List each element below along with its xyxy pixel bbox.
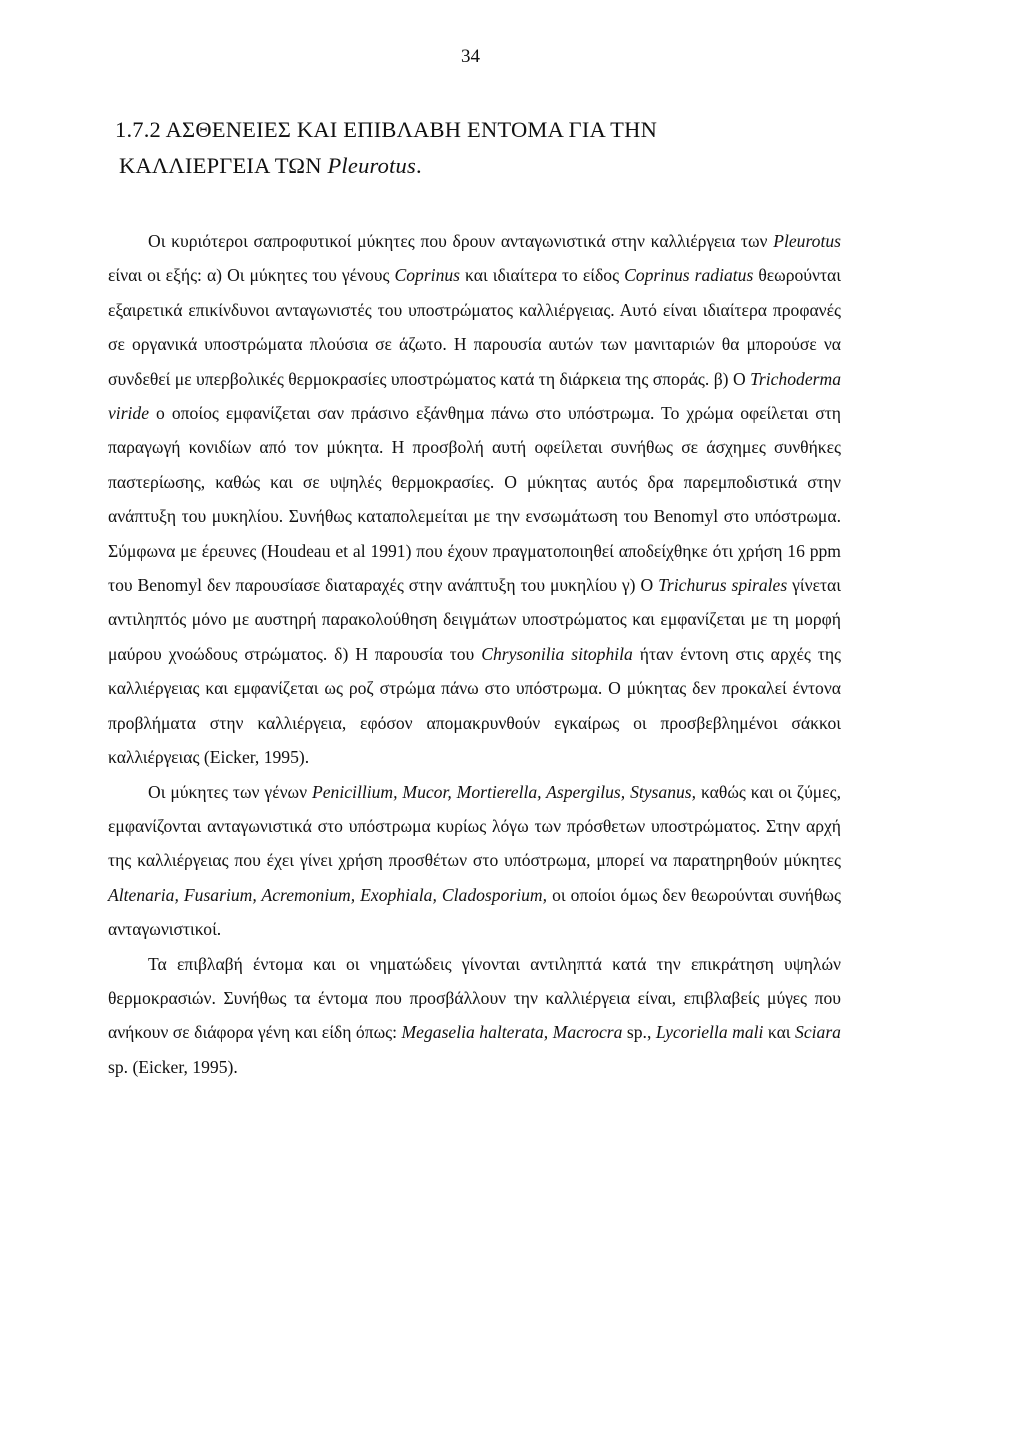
- text-run: και ιδιαίτερα το είδος: [460, 265, 625, 286]
- italic-run: Coprinus: [394, 265, 461, 286]
- text-run: sp. (Eicker, 1995).: [108, 1056, 238, 1077]
- italic-run: Pleurotus: [773, 231, 841, 251]
- italic-run: Sciara: [795, 1022, 841, 1043]
- section-number: 1.7.2: [115, 117, 161, 142]
- italic-run: Trichoderma viride: [108, 368, 841, 424]
- section-title-genus: Pleurotus: [327, 153, 416, 178]
- text-run: είναι οι εξής: α) Οι μύκητες του γένους: [108, 265, 395, 286]
- text-run: ήταν έντονη στις αρχές της καλλιέργειας και εμφανίζεται ως ροζ στρώμα πάνω στο υπόστρωμα. Ο μύκητας δεν προκαλεί έντονα προβλήματα στην καλλιέργεια, εφόσον απομακρυνθούν εγκαίρως οι προσβεβλημένοι σάκκοι καλλιέργειας (Eicker, 1995).: [108, 643, 841, 768]
- italic-run: Penicillium, Mucor, Mortierella, Aspergilus, Stysanus,: [312, 781, 697, 802]
- page-number: 34: [461, 46, 480, 67]
- section-title-line1: ΑΣΘΕΝΕΙΕΣ ΚΑΙ ΕΠΙΒΛΑΒΗ ΕΝΤΟΜΑ ΓΙΑ ΤΗΝ: [165, 117, 658, 142]
- text-run: γίνεται αντιληπτός μόνο με αυστηρή παρακολούθηση δειγμάτων υποστρώματος και εμφανίζεται με τη μορφή μαύρου χνοώδους στρώματος. δ) Η παρουσία του: [108, 575, 842, 664]
- italic-run: Coprinus radiatus: [624, 265, 754, 286]
- body-text: [108, 224, 841, 1084]
- text-run: οι οποίοι όμως δεν θεωρούνται συνήθως ανταγωνιστικοί.: [108, 884, 841, 940]
- text-run: Οι κυριότεροι σαπροφυτικοί μύκητες που δρουν ανταγωνιστικά στην καλλιέργεια των: [148, 231, 774, 251]
- text-run: καθώς και οι ζύμες, εμφανίζονται ανταγωνιστικά στο υπόστρωμα κυρίως λόγω των πρόσθετων υποστρώματος. Στην αρχή της καλλιέργειας που έχει γίνει χρήση προσθέτων στο υπόστρωμα, μπορεί να παρατηρηθούν μύκητες: [108, 781, 841, 871]
- text-run: sp.,: [622, 1022, 656, 1043]
- italic-run: Trichurus spirales: [658, 575, 788, 596]
- section-title-line2-text: ΚΑΛΛΙΕΡΓΕΙΑ ΤΩΝ: [119, 153, 328, 178]
- italic-run: Lycoriella mali: [655, 1022, 764, 1043]
- italic-run: Chrysonilia sitophila: [481, 643, 633, 664]
- section-title-line2: [115, 148, 915, 184]
- text-run: Οι μύκητες των γένων: [148, 781, 312, 802]
- paragraph: [108, 775, 841, 947]
- text-run: ο οποίος εμφανίζεται σαν πράσινο εξάνθημα πάνω στο υπόστρωμα. Το χρώμα οφείλεται στη παραγωγή κονιδίων από τον μύκητα. Η προσβολή αυτή οφείλεται συνήθως σε άσχημες συνθήκες παστερίωσης, καθώς και σε υψηλές θερμοκρασίες. Ο μύκητας αυτός δρα παρεμποδιστικά στην ανάπτυξη του μυκηλίου. Συνήθως καταπολεμείται με την ενσωμάτωση του Benomyl στο υπόστρωμα. Σύμφωνα με έρευνες (Houdeau et al 1991) που έχουν πραγματοποιηθεί αποδείχθηκε ότι χρήση 16 ppm του Benomyl δεν παρουσίασε διαταραχές στην ανάπτυξη του μυκηλίου γ) Ο: [108, 403, 841, 596]
- paragraph: [108, 224, 841, 775]
- paragraph: [108, 947, 841, 1085]
- text-run: και: [763, 1022, 796, 1043]
- italic-run: Megaselia halterata, Macrocra: [401, 1022, 623, 1043]
- section-title-end: .: [415, 153, 422, 178]
- section-heading: [115, 112, 915, 184]
- text-run: Τα επιβλαβή έντομα και οι νηματώδεις γίνονται αντιληπτά κατά την επικράτηση υψηλών θερμοκρασιών. Συνήθως τα έντομα που προσβάλλουν την καλλιέργεια είναι, επιβλαβείς μύγες που ανήκουν σε διάφορα γένη και είδη όπως:: [108, 953, 841, 1043]
- italic-run: Altenaria, Fusarium, Acremonium, Exophiala, Cladosporium,: [108, 884, 548, 905]
- text-run: θεωρούνται εξαιρετικά επικίνδυνοι ανταγωνιστές του υποστρώματος καλλιέργειας. Αυτό είναι ιδιαίτερα προφανές σε οργανικά υποστρώματα πλούσια σε άζωτο. Η παρουσία αυτών των μανιταριών θα μπορούσε να συνδεθεί με υπερβολικές θερμοκρασίες υποστρώματος κατά τη διάρκεια της σποράς. β) Ο: [108, 265, 841, 389]
